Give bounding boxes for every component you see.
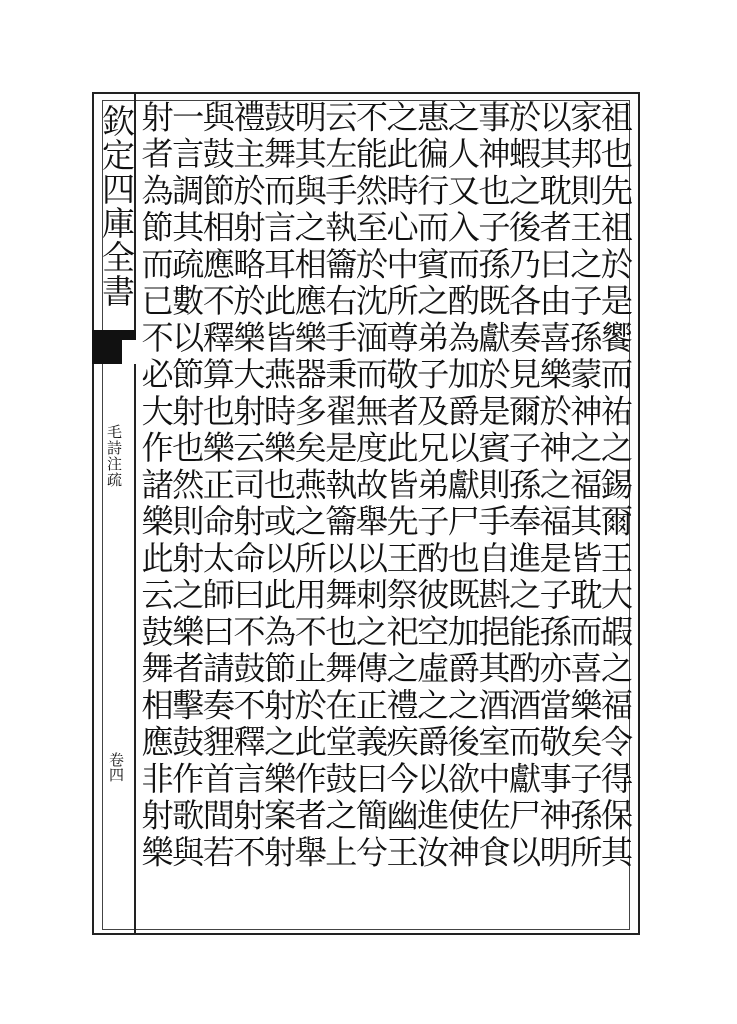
text-column-16: 射者為節而已不必大作諸樂此云鼓舞相應非射樂 [136,100,175,872]
text-column-15: 一言調其疏數以節射也然則射之樂者擊鼓作歌與 [167,100,206,872]
fishtail-notch [120,340,136,364]
text-column-6: 之人又入而酌為加爵以獻尸也既加爵之後欲使神 [442,100,481,872]
text-column-4: 於蝦之後乃各奏見爾子孫奉進之能酌酒而獻尸以 [504,100,543,872]
text-column-11: 明其與之相應樂器多矣燕之所用不止於此作者舉 [289,100,328,872]
text-column-1: 祖也先祖於是饗而祐之錫爾王大嘏之福令得保其 [596,100,634,872]
text-column-14: 與鼓節相應不釋算也樂正命太師曰請奏貍首間若 [197,100,236,872]
text-column-8: 之此時心中所尊敬者此皆先王祭祀之禮疾今幽王 [381,100,420,872]
text-column-2: 家邦則王之子孫蒙神之福其皆耽而喜樂矣子孫所 [565,100,604,872]
text-column-9: 不能然至於沈湎而無度故舉以刺之傳正義曰簡兮 [351,100,389,872]
text-column-3: 以其耽者曰由喜樂於神之福是子孫亦當敬事神明 [534,100,573,872]
text-column-13: 禮主於射略於樂大射云司射命曰不鼓不釋言射不 [228,100,267,872]
book-name: 毛詩注疏 [105,424,123,488]
collection-title: 欽定四庫全書 [97,104,136,308]
text-column-7: 惠徧行而賓之弟子及兄弟子酌彼空虛之爵以進汝 [412,100,451,872]
text-column-10: 云左手執籥右手秉翟是執籥以舞也舞在堂鼓之上 [320,100,359,872]
page-label: 卷四 [107,752,125,782]
text-column-5: 事神也子孫既獻於是賓則手自斟挹其酒室中佐食 [473,100,512,872]
text-column-12: 鼓舞而言耳此皆燕時樂也或以此為節射之樂案射 [259,100,298,872]
